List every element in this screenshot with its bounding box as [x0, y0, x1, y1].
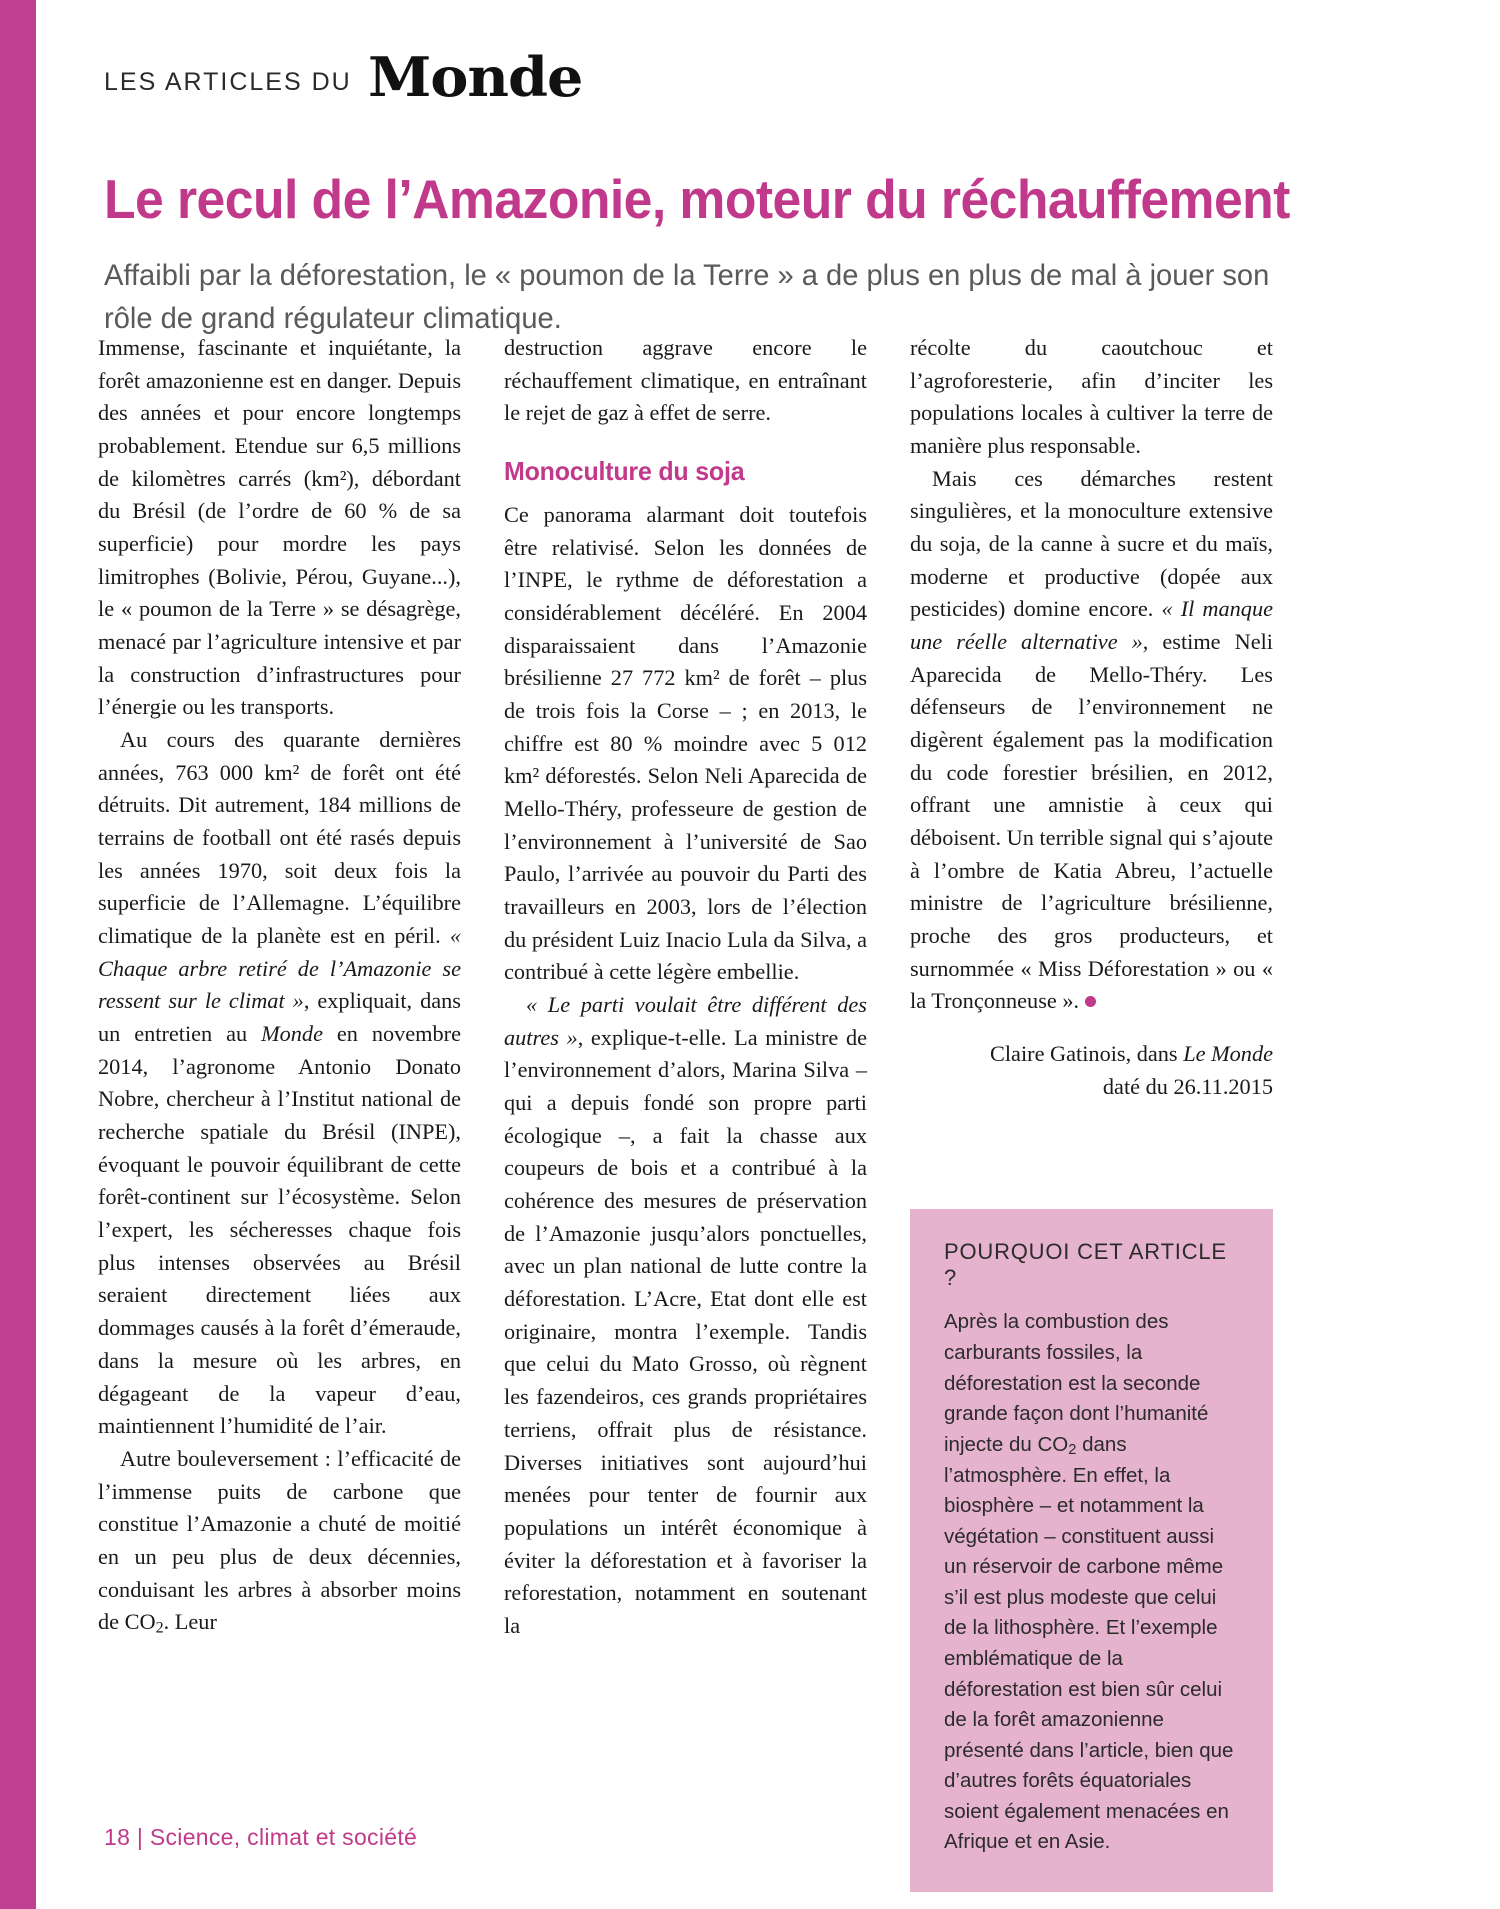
text-run: , estime Neli Aparecida de Mello-Théry. Les défenseurs de l’environnement ne digèrent également pas la modification du code forestier brésilien, en 2012, offrant une amnistie à ceux qui déboisent. Un terrible signal qui s’ajoute à l’ombre de Katia Abreu, l’actuelle ministre de l’agriculture brésilienne, proche des gros producteurs, et surnommée « Miss Déforestation » ou « la Tronçonneuse ». — [910, 629, 1273, 1014]
paragraph: Immense, fascinante et inquiétante, la forêt amazonienne est en danger. Depuis des années et pour encore longtemps probablement. Etendue sur 6,5 millions de kilomètres carrés (km²), débordant du Brésil (de l’ordre de 60 % de sa superficie) pour mordre les pays limitrophes (Bolivie, Pérou, Guyane...), le « poumon de la Terre » se désagrège, menacé par l’agriculture intensive et par la construction d’infrastructures pour l’énergie ou les transports. — [98, 335, 461, 720]
publication-italic: Monde — [261, 1021, 323, 1047]
text-run: Au cours des quarante dernières années, 763 000 km² de forêt ont été détruits. Dit autrement, 184 millions de terrains de football ont été rasés depuis les années 1970, soit deux fois la superficie de l’Allemagne. L’équilibre climatique de la planète est en péril. — [98, 727, 461, 949]
column-2 — [504, 332, 867, 1892]
callout-title: POURQUOI CET ARTICLE ? — [944, 1239, 1227, 1291]
quote-italic: « Le parti voulait être différent des autres » — [504, 992, 867, 1050]
masthead-kicker: LES ARTICLES DU — [104, 68, 352, 96]
page-footer: 18 | Science, climat et société — [104, 1824, 418, 1850]
text-run: , expliquait, dans un entretien au — [98, 988, 461, 1047]
article-standfirst: Affaibli par la déforestation, le « poumon de la Terre » a de plus en plus de mal à jouer son rôle de grand régulateur climatique. — [104, 259, 1270, 335]
text-run: Après la combustion des carburants fossiles, la déforestation est la seconde grande façon dont l’humanité injecte du CO — [944, 1310, 1209, 1456]
paragraph: destruction aggrave encore le réchauffement climatique, en entraînant le rejet de gaz à effet de serre. — [504, 335, 867, 426]
paragraph: Ce panorama alarmant doit toutefois être relativisé. Selon les données de l’INPE, le rythme de déforestation a considérablement décéléré. En 2004 disparaissaient dans l’Amazonie brésilienne 27 772 km² de forêt – plus de trois fois la Corse – ; en 2013, le chiffre est 80 % moindre avec 5 012 km² déforestés. Selon Neli Aparecida de Mello-Théry, professeure de gestion de l’environnement à l’université de Sao Paulo, l’arrivée au pouvoir du Parti des travailleurs en 2003, lors de l’élection du président Luiz Inacio Lula da Silva, a contribué à cette légère embellie. — [504, 502, 867, 985]
subscript: 2 — [1068, 1441, 1077, 1458]
text-run: , explique-t-elle. La ministre de l’environnement d’alors, Marina Silva – qui a depuis fondé son propre parti écologique –, a fait la chasse aux coupeurs de bois et a contribué à la cohérence des mesures de préservation de l’Amazonie jusqu’alors ponctuelles, avec un plan national de lutte contre la déforestation. L’Acre, Etat dont elle est originaire, montra l’exemple. Tandis que celui du Mato Grosso, où règnent les fazendeiros, ces grands propriétaires terriens, offrait plus de résistance. Diverses initiatives sont aujourd’hui menées pour tenter de fournir aux populations un intérêt économique à éviter la déforestation et à favoriser la reforestation, notamment en soutenant la — [504, 1024, 868, 1638]
byline-date: daté du 26.11.2015 — [1102, 1073, 1273, 1099]
subscript: 2 — [155, 1619, 164, 1637]
text-run: Autre bouleversement : l’efficacité de l’immense puits de carbone que constitue l’Amazonie a chuté de moitié en un peu plus de deux décennies, conduisant les arbres à absorber moins de CO — [98, 1445, 461, 1635]
text-run: . Leur — [163, 1609, 217, 1635]
paragraph — [910, 463, 1273, 1018]
callout-body — [944, 1307, 1239, 1857]
paragraph: récolte du caoutchouc et l’agroforesterie, afin d’inciter les populations locales à cultiver la terre de manière plus responsable. — [910, 335, 1273, 459]
article-columns — [98, 332, 1432, 1892]
section-subhead: Monoculture du soja — [504, 456, 745, 487]
paragraph — [504, 989, 867, 1642]
column-1 — [98, 332, 461, 1892]
why-this-article-box — [910, 1209, 1273, 1891]
left-accent-bar — [0, 0, 36, 1909]
byline-publication: Le Monde — [1183, 1041, 1273, 1067]
byline — [910, 1038, 1273, 1103]
end-of-article-mark — [1085, 996, 1096, 1007]
article-page — [36, 0, 1500, 1909]
le-monde-logo: Monde — [367, 45, 582, 109]
text-run: Mais ces démarches restent singulières, et la monoculture extensive du soja, de la canne à sucre et du maïs, moderne et productive (dopée aux pesticides) domine encore. — [910, 465, 1273, 622]
text-run: en novembre 2014, l’agronome Antonio Donato Nobre, chercheur à l’Institut national de recherche spatiale du Brésil (INPE), évoquant le pouvoir équilibrant de cette forêt-continent sur l’écosystème. Selon l’expert, les sécheresses chaque fois plus intenses observées au Brésil seraient directement liées aux dommages causés à la forêt d’émeraude, dans la mesure où les arbres, en dégageant de la vapeur d’eau, maintiennent l’humidité de l’air. — [98, 1021, 461, 1439]
masthead — [104, 44, 582, 109]
quote-italic: « Chaque arbre retiré de l’Amazonie se ressent sur le climat » — [98, 923, 461, 1014]
text-run: dans l’atmosphère. En effet, la biosphère – et notamment la végétation – constituent aussi un réservoir de carbone même s’il est plus modeste que celui de la lithosphère. Et l’exemple emblématique de la déforestation est bien sûr celui de la forêt amazonienne présenté dans l’article, bien que d’autres forêts équatoriales soient également menacées en Afrique et en Asie. — [944, 1432, 1234, 1854]
paragraph — [98, 724, 461, 1443]
quote-italic: « Il manque une réelle alternative » — [910, 596, 1273, 655]
page-title: Le recul de l’Amazonie, moteur du réchauffement — [104, 167, 1290, 230]
paragraph — [98, 1443, 461, 1640]
byline-author: Claire Gatinois, dans — [989, 1041, 1184, 1067]
column-3 — [910, 332, 1273, 1892]
